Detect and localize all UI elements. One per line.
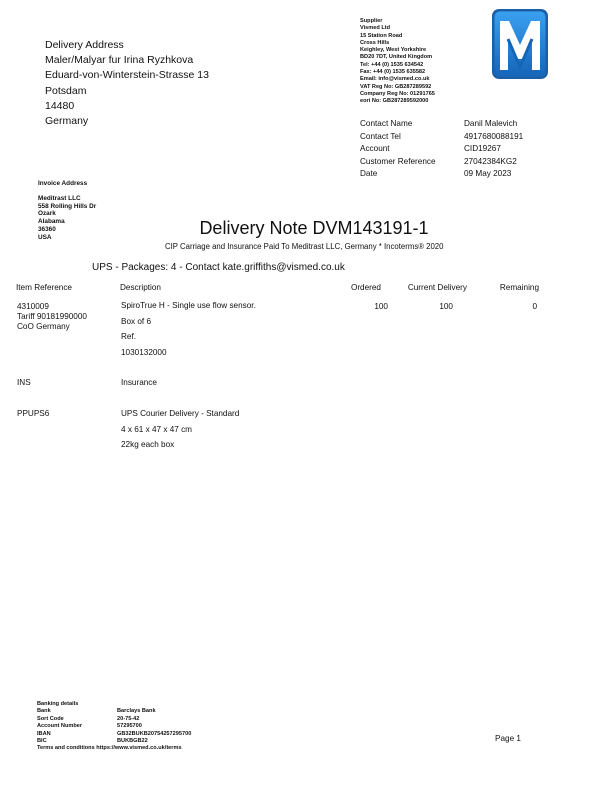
supplier-line: Cross Hills xyxy=(360,39,390,46)
table-row xyxy=(0,409,612,455)
banking-label: Bank xyxy=(37,708,51,715)
contact-label: Contact Tel xyxy=(360,131,401,141)
items-table-header xyxy=(0,283,612,295)
banking-label: Account Number xyxy=(37,723,83,730)
contact-label: Date xyxy=(360,169,378,178)
invoice-address-line: USA xyxy=(38,233,52,241)
header-ordered: Ordered xyxy=(350,283,381,292)
supplier-line: Email: info@vismed.co.uk xyxy=(360,76,430,83)
contact-row xyxy=(360,118,523,131)
delivery-address-line: Germany xyxy=(45,115,89,128)
delivery-address-heading: Delivery Address xyxy=(45,39,124,51)
packages-line: UPS - Packages: 4 - Contact kate.griffiths@vismed.co.uk xyxy=(92,262,345,273)
terms-link[interactable]: https://www.vismed.co.uk/terms xyxy=(96,745,182,752)
supplier-line: eori No: GB287289592000 xyxy=(360,98,429,105)
item-description-line: 4 x 61 x 47 x 47 cm xyxy=(121,424,192,434)
contact-label: Customer Reference xyxy=(360,156,436,166)
invoice-address-line: Alabama xyxy=(38,218,65,226)
supplier-line: BD20 7DT, United Kingdom xyxy=(360,54,433,61)
page-number: Page 1 xyxy=(495,734,521,743)
supplier-line: Tel: +44 (0) 1535 634542 xyxy=(360,61,424,68)
banking-row xyxy=(37,738,191,745)
item-reference xyxy=(17,302,87,332)
header-remaining: Remaining xyxy=(499,283,539,292)
terms-row xyxy=(37,745,191,752)
item-description-line: Box of 6 xyxy=(121,316,152,326)
delivery-address-line: 14480 xyxy=(45,99,75,112)
banking-row xyxy=(37,708,191,715)
item-description-line: Insurance xyxy=(121,378,157,387)
contact-details xyxy=(360,118,523,181)
item-description xyxy=(121,298,256,360)
invoice-address-heading: Invoice Address xyxy=(38,180,88,187)
item-reference-line: PPUPS6 xyxy=(17,409,50,418)
contact-value: 27042384KG2 xyxy=(464,156,517,166)
item-description xyxy=(121,375,157,391)
item-description-line: 1030132000 xyxy=(121,347,167,357)
header-current-delivery: Current Delivery xyxy=(407,283,467,292)
banking-value: 20-75-42 xyxy=(117,715,140,722)
document-title: Delivery Note DVM143191-1 xyxy=(199,218,429,238)
delivery-address-line: Maler/Malyar fur Irina Ryzhkova xyxy=(45,54,194,67)
invoice-address-line: 36360 xyxy=(38,225,56,233)
supplier-line: 15 Station Road xyxy=(360,32,403,39)
supplier-line: Company Reg No: 01291765 xyxy=(360,90,435,97)
item-description-line: SpiroTrue H - Single use flow sensor. xyxy=(121,301,256,310)
item-description-line: 22kg each box xyxy=(121,440,175,449)
contact-value: 4917680088191 xyxy=(464,131,524,141)
item-reference-line: CoO Germany xyxy=(17,322,70,331)
item-reference xyxy=(17,378,31,388)
banking-row xyxy=(37,723,191,730)
invoice-address-line: Ozark xyxy=(38,210,56,218)
delivery-address-line: Eduard-von-Winterstein-Strasse 13 xyxy=(45,69,209,82)
header-item-reference: Item Reference xyxy=(16,283,72,292)
banking-value: 57295700 xyxy=(117,723,142,730)
banking-label: IBAN xyxy=(37,730,51,737)
invoice-address-line: Meditrast LLC xyxy=(38,194,81,202)
invoice-address-line: 558 Rolling Hills Dr xyxy=(38,202,97,210)
table-row xyxy=(0,302,612,362)
supplier-line: Keighley, West Yorkshire xyxy=(360,47,427,54)
contact-value: Danil Malevich xyxy=(464,119,518,128)
banking-details xyxy=(37,701,191,753)
supplier-block xyxy=(360,18,435,106)
banking-value: GB32BUKB20754257295700 xyxy=(117,730,192,737)
contact-row xyxy=(360,156,523,169)
contact-label: Contact Name xyxy=(360,119,413,128)
supplier-line: Supplier xyxy=(360,18,383,24)
delivery-address xyxy=(45,38,209,129)
item-ordered: 100 xyxy=(374,302,388,311)
contact-value: CID19267 xyxy=(464,144,501,153)
contact-row xyxy=(360,131,523,144)
contact-row xyxy=(360,143,523,156)
supplier-line: Fax: +44 (0) 1535 635582 xyxy=(360,69,426,76)
banking-row xyxy=(37,716,191,723)
delivery-address-line: Potsdam xyxy=(45,84,87,97)
terms-label: Terms and conditions xyxy=(37,745,95,752)
contact-value: 09 May 2023 xyxy=(464,169,512,178)
item-description-line: Ref. xyxy=(121,332,137,341)
item-reference xyxy=(17,409,49,419)
supplier-line: Vismed Ltd xyxy=(360,25,391,32)
banking-heading: Banking details xyxy=(37,701,79,707)
item-reference-line: INS xyxy=(17,378,31,387)
item-current-delivery: 100 xyxy=(439,302,453,311)
document-title-wrap xyxy=(0,218,612,239)
header-description: Description xyxy=(120,283,161,292)
vismed-logo xyxy=(492,9,548,79)
item-description xyxy=(121,406,239,453)
banking-value: BUKBGB22 xyxy=(117,738,148,745)
incoterms-line: CIP Carriage and Insurance Paid To Meditrast LLC, Germany * Incoterms® 2020 xyxy=(165,242,444,251)
banking-row xyxy=(37,731,191,738)
table-row xyxy=(0,378,612,392)
item-description-line: UPS Courier Delivery - Standard xyxy=(121,409,240,418)
contact-row xyxy=(360,168,523,181)
item-remaining: 0 xyxy=(532,302,537,311)
contact-label: Account xyxy=(360,144,390,153)
supplier-line: VAT Reg No: GB287289592 xyxy=(360,83,432,90)
banking-value: Barclays Bank xyxy=(117,708,156,715)
item-reference-line: 4310009 xyxy=(17,302,49,311)
banking-label: BIC xyxy=(37,738,47,745)
banking-label: Sort Code xyxy=(37,715,64,722)
item-reference-line: Tariff 90181990000 xyxy=(17,312,87,321)
